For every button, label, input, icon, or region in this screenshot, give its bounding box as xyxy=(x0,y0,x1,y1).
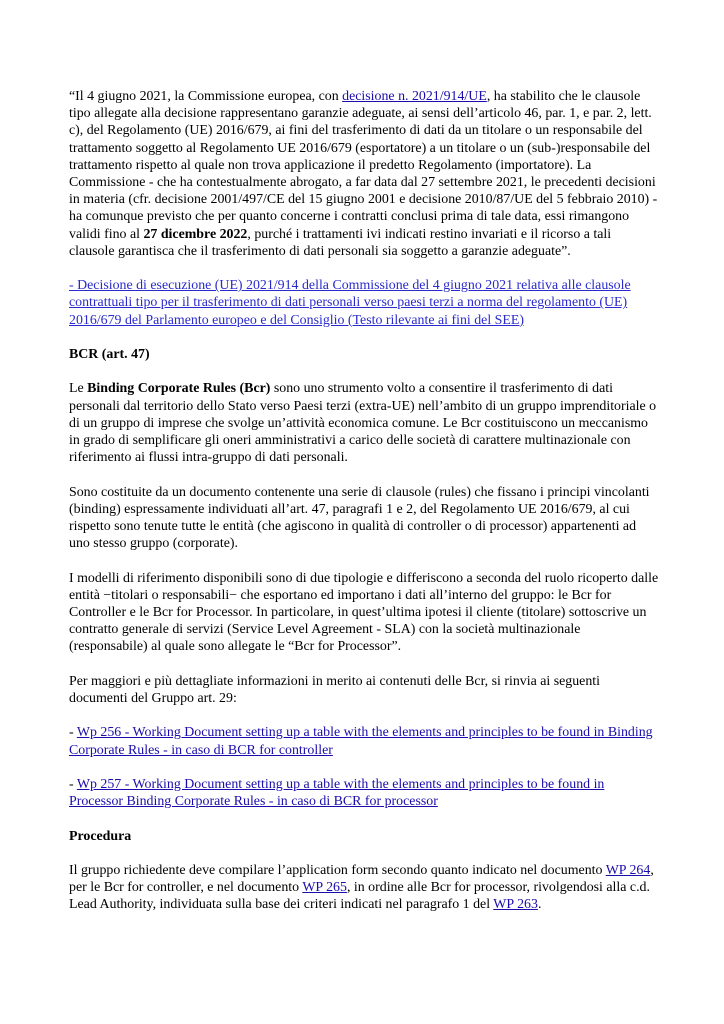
procedura-heading: Procedura xyxy=(69,828,132,844)
procedura-text-1: Il gruppo richiedente deve compilare l’application form secondo quanto indicato nel documento xyxy=(69,862,606,878)
wp265-link[interactable]: WP 265 xyxy=(302,880,347,896)
wp256-link[interactable]: Wp 256 - Working Document setting up a table with the elements and principles to be found in Binding Corporate Rules - in caso di BCR for controller xyxy=(69,725,653,758)
bcr-heading: BCR (art. 47) xyxy=(69,347,150,363)
quote-text-2: , ha stabilito che le clausole tipo allegate alla decisione rappresentano garanzie adeguate, ai sensi dell’articolo 46, par. 1, e par. 2, lett. c), del Regolamento (UE) 2016/679, ai fini del trasferimento di dati da un titolare o un responsabile del trattamento soggetto al Regolamento UE 2016/679 (esportatore) a un titolare o un (sub-)responsabile del trattamento rispetto al quale non trova applicazione il predetto Regolamento (importatore). La Commissione - che ha contestualmente abrogato, a far data dal 27 settembre 2021, le precedenti decisioni in materia (cfr. decisione 2001/497/CE del 15 giugno 2001 e decisione 2010/87/UE del 5 febbraio 2010) - ha comunque previsto che per quanto concerne i contratti conclusi prima di tale data, essi rimangono validi fino al xyxy=(69,89,658,242)
wp264-link[interactable]: WP 264 xyxy=(605,862,651,878)
procedura-paragraph xyxy=(69,862,659,914)
decision-paragraph xyxy=(69,277,659,329)
quote-date-bold: 27 dicembre 2022 xyxy=(143,226,248,242)
wp256-paragraph xyxy=(69,724,659,758)
quote-paragraph xyxy=(69,88,659,260)
bcr-p1-text-1: Le xyxy=(69,381,88,397)
document-page xyxy=(69,88,659,931)
wp257-prefix: - xyxy=(69,777,77,792)
quote-text-1: “Il 4 giugno 2021, la Commissione europea, con xyxy=(69,89,343,104)
procedura-text-2: , per le Bcr for controller, e nel documento xyxy=(69,862,654,896)
procedura-text-4: . xyxy=(537,897,542,913)
bcr-paragraph-1 xyxy=(69,380,659,466)
decision-2021-914-link[interactable]: decisione n. 2021/914/UE xyxy=(342,89,487,104)
bcr-p1-bold: Binding Corporate Rules (Bcr) xyxy=(87,381,271,397)
bcr-paragraph-2: Sono costituite da un documento contenente una serie di clausole (rules) che fissano i principi vincolanti (binding) espressamente individuati all’art. 47, paragrafi 1 e 2, del Regolamento UE 2016/679, al cui rispetto sono tenute tutte le entità (che agiscono in qualità di controller o di processor) appartenenti ad uno stesso gruppo (corporate). xyxy=(69,484,650,552)
bcr-paragraph-3: I modelli di riferimento disponibili sono di due tipologie e differiscono a seconda del ruolo ricoperto dalle entità −titolari o responsabili− che esportano ed importano i dati all’interno del gruppo: le Bcr for Controller e le Bcr for Processor. In particolare, in quest’ultima ipotesi il cliente (titolare) sottoscrive un contratto generale di servizi (Service Level Agreement - SLA) con la società multinazionale (responsabile) al quale sono allegate le “Bcr for Processor”. xyxy=(69,570,659,655)
wp256-prefix: - xyxy=(69,725,77,741)
quote-text-3: , purché i trattamenti ivi indicati restino invariati e il ricorso a tali clausole garantisca che il trasferimento di dati personali sia soggetto a garanzie adeguate”. xyxy=(69,226,612,259)
wp257-link[interactable]: Wp 257 - Working Document setting up a table with the elements and principles to be found in Processor Binding Corporate Rules - in caso di BCR for processor xyxy=(69,777,605,810)
bcr-p1-text-2: sono uno strumento volto a consentire il trasferimento di dati personali dal territorio dello Stato verso Paesi terzi (extra-UE) nell’ambito di un gruppo imprenditoriale o di un gruppo di imprese che svolge un’attività economica comune. Le Bcr costituiscono un meccanismo in grado di semplificare gli oneri amministrativi a carico delle società di carattere multinazionale con riferimento ai flussi intra-gruppo di dati personali. xyxy=(69,381,657,466)
decision-execution-link[interactable]: - Decisione di esecuzione (UE) 2021/914 della Commissione del 4 giugno 2021 relativa alle clausole contrattuali tipo per il trasferimento di dati personali verso paesi terzi a norma del regolamento (UE) 2016/679 del Parlamento europeo e del Consiglio (Testo rilevante ai fini del SEE) xyxy=(69,278,631,328)
bcr-paragraph-4: Per maggiori e più dettagliate informazioni in merito ai contenuti delle Bcr, si rinvia ai seguenti documenti del Gruppo art. 29: xyxy=(69,673,600,707)
wp257-paragraph xyxy=(69,776,659,810)
procedura-text-3: , in ordine alle Bcr for processor, rivolgendosi alla c.d. Lead Authority, individuata sulla base dei criteri indicati nel paragrafo 1 del xyxy=(69,880,650,913)
wp263-link[interactable]: WP 263 xyxy=(493,897,538,913)
